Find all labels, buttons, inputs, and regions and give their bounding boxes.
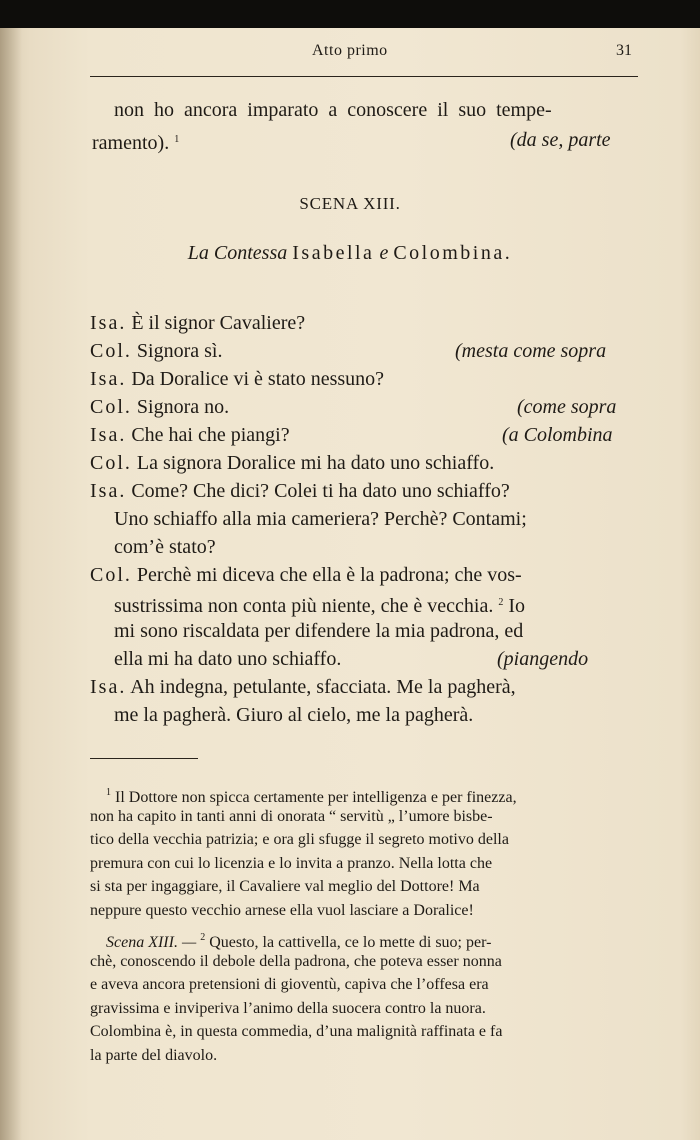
dialogue-text: È il signor Cavaliere? xyxy=(131,312,306,334)
speaker-tag: Col. xyxy=(90,564,132,586)
dialogue-continuation: mi sono riscaldata per difendere la mia padrona, ed xyxy=(114,620,524,642)
footnote-text: Questo, la cattivella, ce lo mette di suo; per- xyxy=(209,934,492,951)
continuation-text: ramento). xyxy=(92,132,170,154)
page-number: 31 xyxy=(616,42,632,59)
continuation-line-1: non ho ancora imparato a conoscere il suo tempe- xyxy=(114,99,552,121)
dialogue-line xyxy=(90,673,516,701)
dialogue-text: Come? Che dici? Colei ti ha dato uno schiaffo? xyxy=(131,480,510,502)
personae-title: La Contessa xyxy=(187,242,288,264)
header-rule xyxy=(90,76,638,77)
footnote-2-line: Colombina è, in questa commedia, d’una malignità raffinata e fa xyxy=(90,1023,503,1040)
personae-conj: e xyxy=(379,242,389,264)
footnote-1-line: premura con cui lo licenzia e lo invita a pranzo. Nella lotta che xyxy=(90,855,493,872)
dialogue-line xyxy=(90,337,222,365)
personae-name-1: Isabella xyxy=(292,242,375,264)
dialogue-text: Perchè mi diceva che ella è la padrona; che vos- xyxy=(136,564,522,586)
dialogue-continuation: com’è stato? xyxy=(114,536,216,558)
stage-direction: (da se, parte xyxy=(510,129,611,151)
footnote-2-line: e aveva ancora pretensioni di gioventù, capiva che l’offesa era xyxy=(90,976,489,993)
footnote-2-line: gravissima e inviperiva l’animo della suocera contro la nuora. xyxy=(90,1000,486,1017)
speaker-tag: Col. xyxy=(90,340,132,362)
footnote-1-line: si sta per ingaggiare, il Cavaliere val meglio del Dottore! Ma xyxy=(90,878,480,895)
scene-title: SCENA XIII. xyxy=(299,194,401,213)
dialogue-text: sustrissima non conta più niente, che è vecchia. xyxy=(114,595,494,617)
speaker-tag: Isa. xyxy=(90,424,127,446)
speaker-tag: Isa. xyxy=(90,480,127,502)
footnote-1-line: non ha capito in tanti anni di onorata “ servitù „ l’umore bisbe- xyxy=(90,808,493,825)
footnote-mark: 2 xyxy=(200,932,206,943)
dialogue-text: Che hai che piangi? xyxy=(131,424,290,446)
footnote-1-line: tico della vecchia patrizia; e ora gli sfugge il segreto motivo della xyxy=(90,831,509,848)
footnote-rule xyxy=(90,758,198,759)
dialogue-text: La signora Doralice mi ha dato uno schiaffo. xyxy=(136,452,495,474)
footnote-1-line: neppure questo vecchio arnese ella vuol lasciare a Doralice! xyxy=(90,902,474,919)
dialogue-line xyxy=(90,393,229,421)
footnote-ref-1: 1 xyxy=(174,134,180,145)
speaker-tag: Isa. xyxy=(90,368,127,390)
footnote-ref-2: 2 xyxy=(498,597,504,608)
dialogue-text: Signora sì. xyxy=(136,340,223,362)
dialogue-line xyxy=(90,309,305,337)
speaker-tag: Col. xyxy=(90,396,132,418)
footnote-label: Scena XIII. — xyxy=(106,934,197,951)
dialogue-text: Signora no. xyxy=(136,396,230,418)
speaker-tag: Col. xyxy=(90,452,132,474)
dialogue-line xyxy=(90,421,290,449)
stage-direction: (come sopra xyxy=(517,396,617,418)
stage-direction: (a Colombina xyxy=(502,424,613,446)
footnote-mark: 1 xyxy=(106,787,111,798)
scene-personae xyxy=(0,242,700,265)
dialogue-line xyxy=(90,561,522,589)
dialogue-continuation: ella mi ha dato uno schiaffo. xyxy=(114,648,342,670)
dialogue-text: Io xyxy=(508,595,525,617)
stage-direction: (mesta come sopra xyxy=(455,340,607,362)
speaker-tag: Isa. xyxy=(90,312,127,334)
personae-name-2: Colombina. xyxy=(393,242,513,264)
dialogue-line xyxy=(90,449,494,477)
dialogue-text: Ah indegna, petulante, sfacciata. Me la pagherà, xyxy=(130,676,516,698)
running-title: Atto primo xyxy=(312,42,388,59)
footnote-text: Il Dottore non spicca certamente per intelligenza e per finezza, xyxy=(115,789,517,806)
dialogue-continuation xyxy=(114,589,525,620)
dialogue-continuation: Uno schiaffo alla mia cameriera? Perchè? Contami; xyxy=(114,508,527,530)
speaker-tag: Isa. xyxy=(90,676,127,698)
running-head xyxy=(0,42,700,72)
footnote-2-line: chè, conoscendo il debole della padrona, che poteva esser nonna xyxy=(90,953,502,970)
stage-direction: (piangendo xyxy=(497,648,589,670)
footnote-2-line: la parte del diavolo. xyxy=(90,1047,218,1064)
dialogue-continuation: me la pagherà. Giuro al cielo, me la pagherà. xyxy=(114,704,474,726)
continuation-line-2 xyxy=(92,126,179,157)
dialogue-line xyxy=(90,477,510,505)
dialogue-line xyxy=(90,365,384,393)
dialogue-text: Da Doralice vi è stato nessuno? xyxy=(131,368,385,390)
